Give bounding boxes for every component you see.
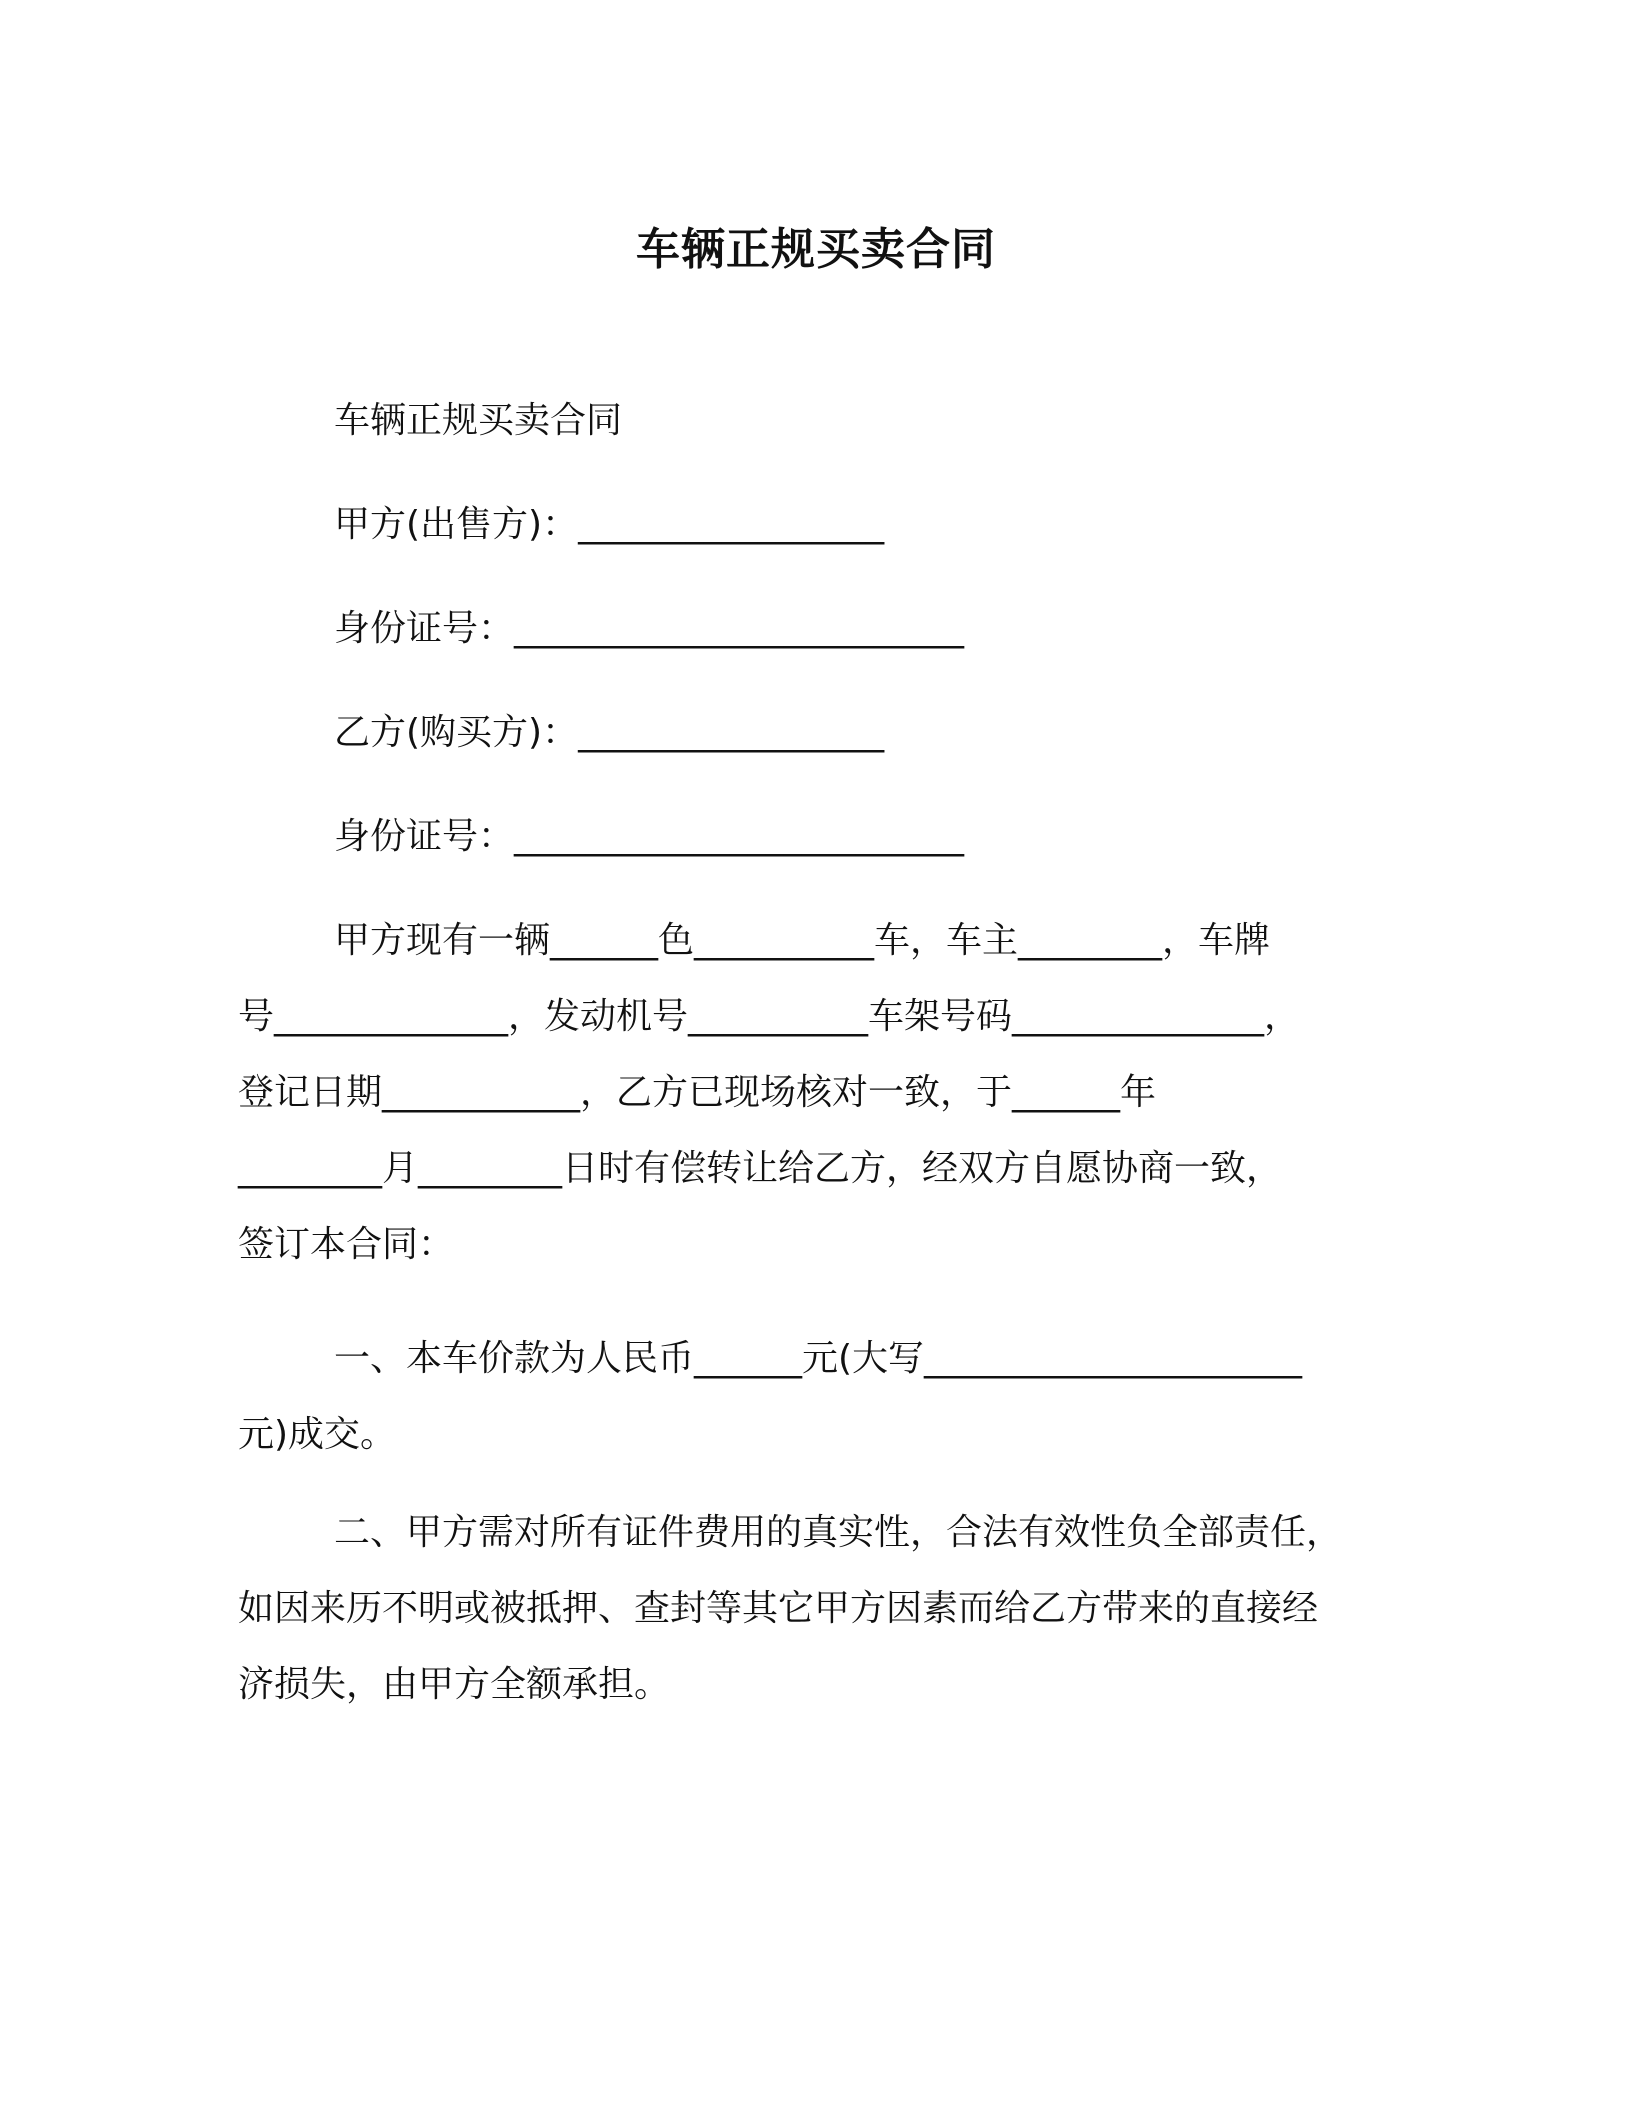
- intro-line: ________月________日时有偿转让给乙方，经双方自愿协商一致，: [238, 1148, 1283, 1189]
- intro-line: 登记日期___________，乙方已现场核对一致，于______年: [238, 1072, 1157, 1113]
- seller-id-field: 身份证号：_________________________: [334, 608, 965, 649]
- document-subtitle: 车辆正规买卖合同: [334, 400, 623, 441]
- clause-1-line: 元)成交。: [238, 1414, 397, 1455]
- intro-line: 号_____________，发动机号__________车架号码______________，: [238, 996, 1301, 1037]
- clause-2-line: 如因来历不明或被抵押、查封等其它甲方因素而给乙方带来的直接经: [238, 1588, 1319, 1629]
- intro-line: 甲方现有一辆______色__________车，车主________，车牌: [334, 920, 1271, 961]
- intro-line: 签订本合同：: [238, 1224, 455, 1265]
- seller-field: 甲方(出售方)：_________________: [334, 504, 885, 545]
- clause-2-line: 二、甲方需对所有证件费用的真实性，合法有效性负全部责任，: [334, 1512, 1343, 1553]
- buyer-field: 乙方(购买方)：_________________: [334, 712, 885, 753]
- document-title: 车辆正规买卖合同: [636, 224, 996, 275]
- buyer-id-field: 身份证号：_________________________: [334, 816, 965, 857]
- clause-2-line: 济损失，由甲方全额承担。: [238, 1664, 671, 1705]
- clause-1-line: 一、本车价款为人民币______元(大写_____________________: [334, 1338, 1303, 1379]
